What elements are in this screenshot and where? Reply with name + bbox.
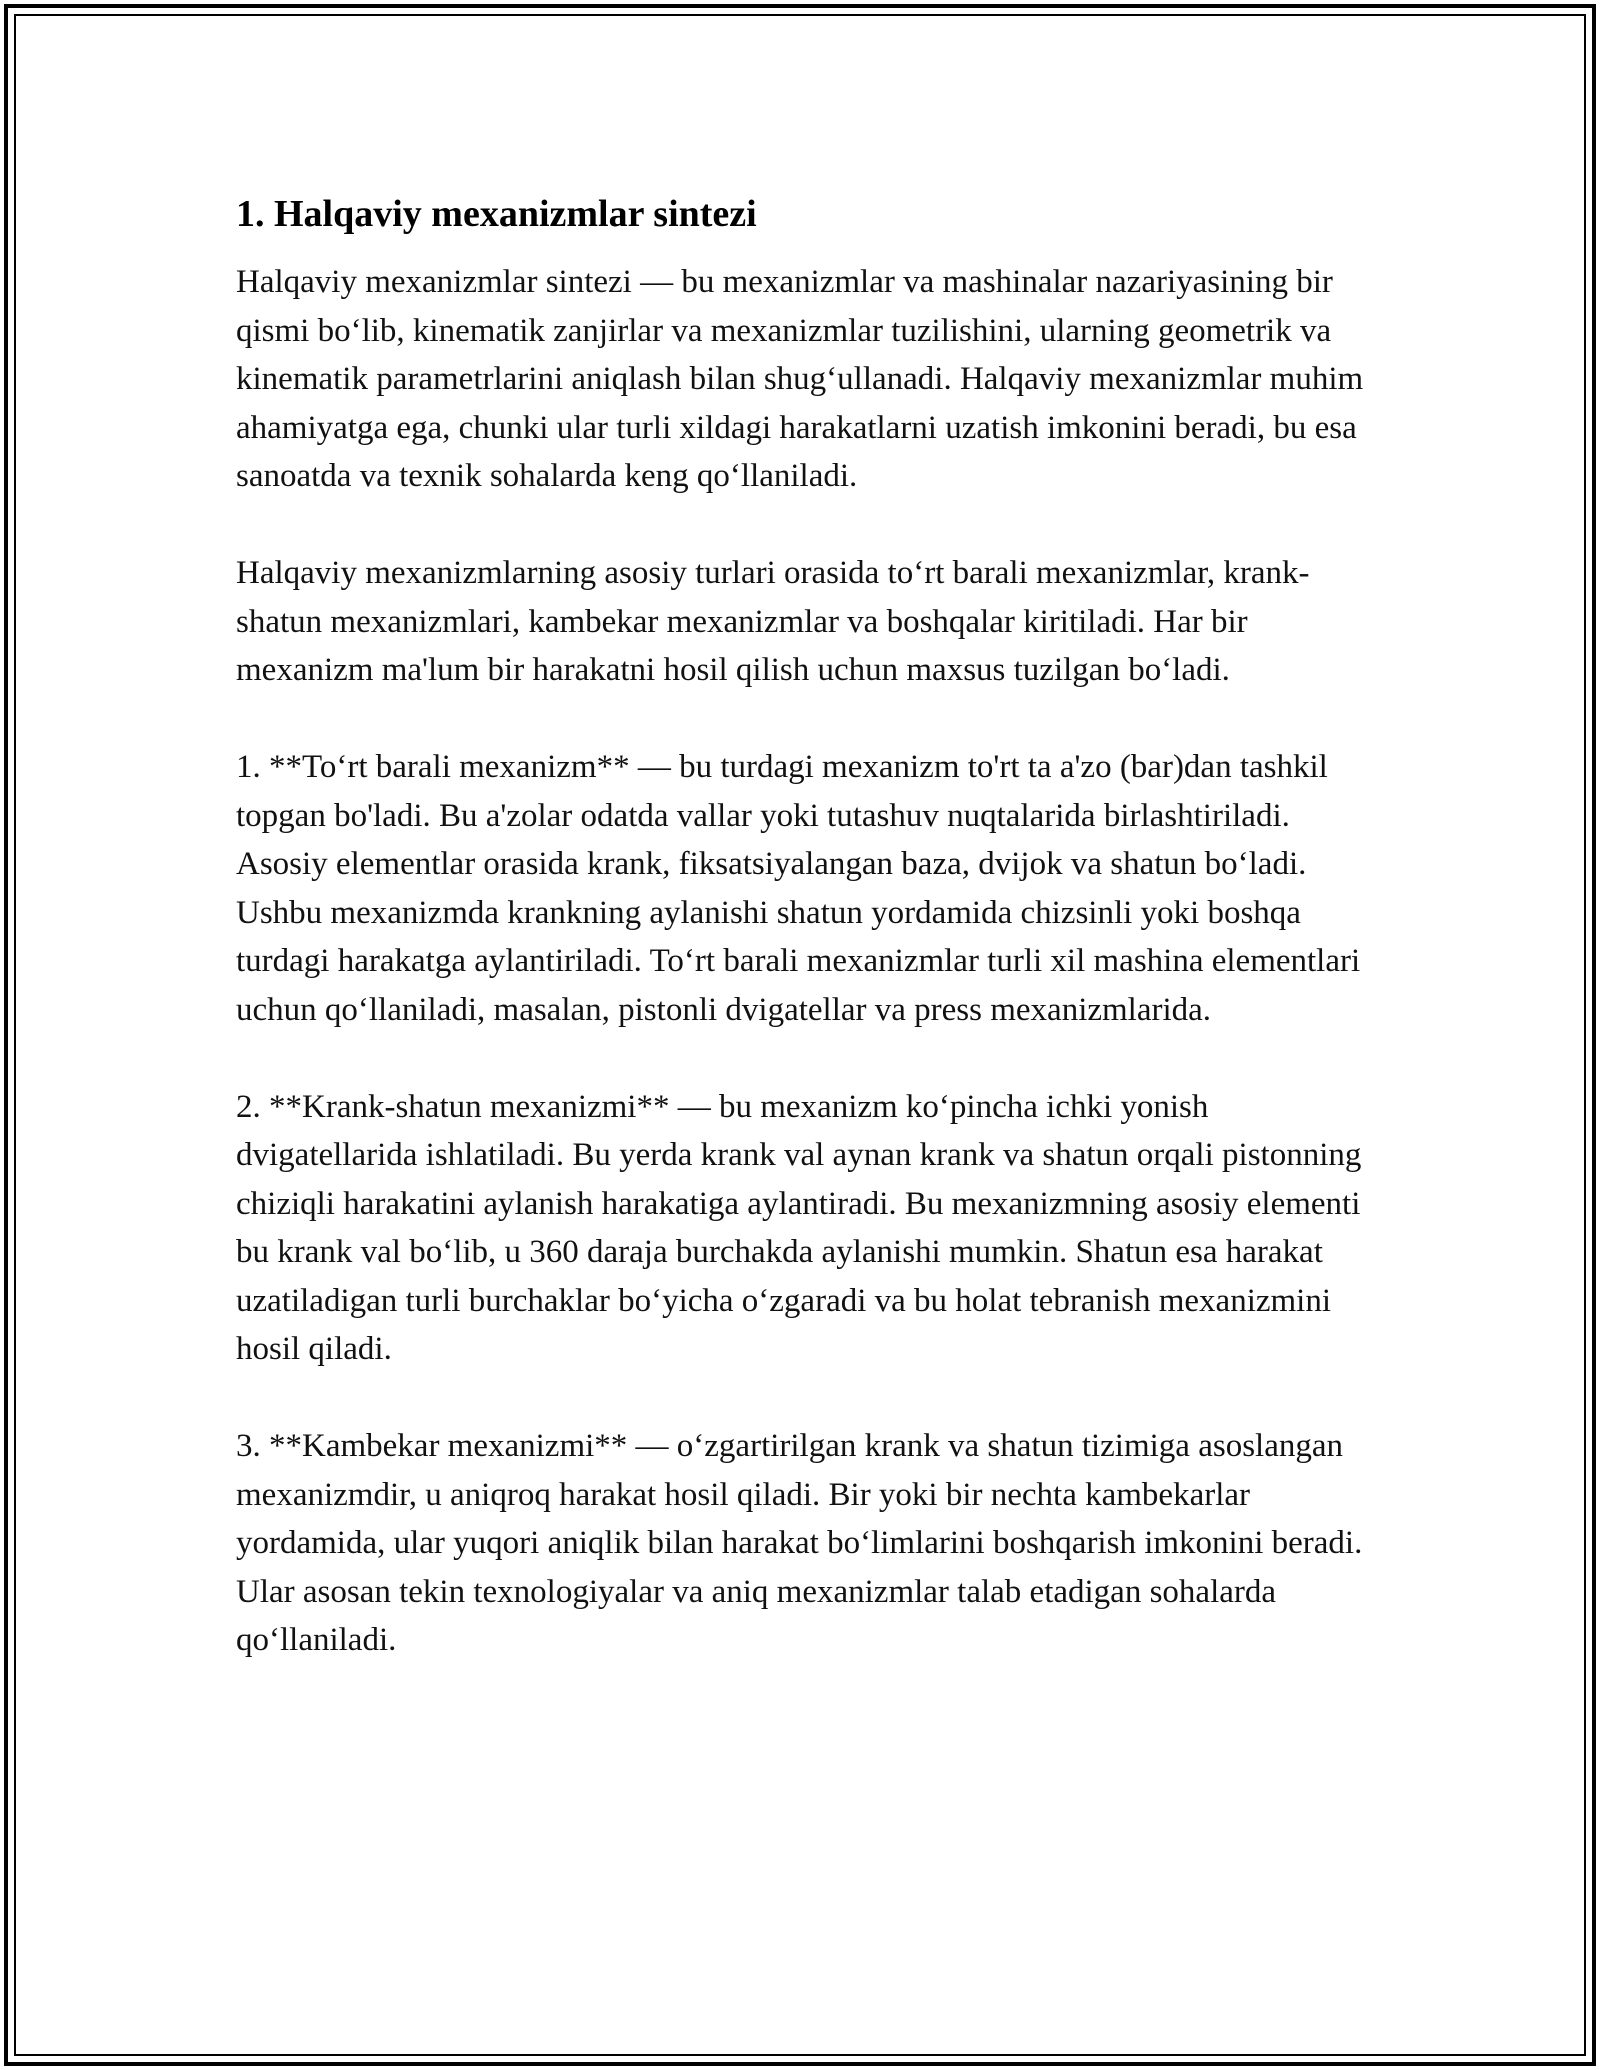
paragraph-four-bar: 1. **To‘rt barali mexanizm** — bu turdagi mexanizm to'rt ta a'zo (bar)dan tashkil topgan bo'ladi. Bu a'zolar odatda vallar yoki tutashuv nuqtalarida birlashtiriladi. Asosiy elementlar orasida krank, fiksatsiyalangan baza, dvijok va shatun bo‘ladi. Ushbu mexanizmda krankning aylanishi shatun yordamida chizsinli yoki boshqa turdagi harakatga aylantiriladi. To‘rt barali mexanizmlar turli xil mashina elementlari uchun qo‘llaniladi, masalan, pistonli dvigatellar va press mexanizmlarida. (236, 749, 1361, 1028)
document-body (236, 190, 1366, 1665)
section-heading: 1. Halqaviy mexanizmlar sintezi (236, 193, 757, 235)
paragraph-crank-slider: 2. **Krank-shatun mexanizmi** — bu mexanizm ko‘pincha ichki yonish dvigatellarida ishlatiladi. Bu yerda krank val aynan krank va shatun orqali pistonning chiziqli harakatini aylanish harakatiga aylantiradi. Bu mexanizmning asosiy elementi bu krank val bo‘lib, u 360 daraja burchakda aylanishi mumkin. Shatun esa harakat uzatiladigan turli burchaklar bo‘yicha o‘zgaradi va bu holat tebranish mexanizmini hosil qiladi. (236, 1088, 1362, 1367)
paragraph-intro: Halqaviy mexanizmlar sintezi — bu mexanizmlar va mashinalar nazariyasining bir qismi bo‘lib, kinematik zanjirlar va mexanizmlar tuzilishini, ularning geometrik va kinematik parametrlarini aniqlash bilan shug‘ullanadi. Halqaviy mexanizmlar muhim ahamiyatga ega, chunki ular turli xildagi harakatlarni uzatish imkonini beradi, bu esa sanoatda va texnik sohalarda keng qo‘llaniladi. (236, 264, 1364, 494)
paragraph-cam: 3. **Kambekar mexanizmi** — o‘zgartirilgan krank va shatun tizimiga asoslangan mexanizmdir, u aniqroq harakat hosil qiladi. Bir yoki bir nechta kambekarlar yordamida, ular yuqori aniqlik bilan harakat bo‘limlarini boshqarish imkonini beradi. Ular asosan tekin texnologiyalar va aniq mexanizmlar talab etadigan sohalarda qo‘llaniladi. (236, 1428, 1363, 1658)
paragraph-types: Halqaviy mexanizmlarning asosiy turlari orasida to‘rt barali mexanizmlar, krank-shatun mexanizmlari, kambekar mexanizmlar va boshqalar kiritiladi. Har bir mexanizm ma'lum bir harakatni hosil qilish uchun maxsus tuzilgan bo‘ladi. (236, 555, 1310, 688)
